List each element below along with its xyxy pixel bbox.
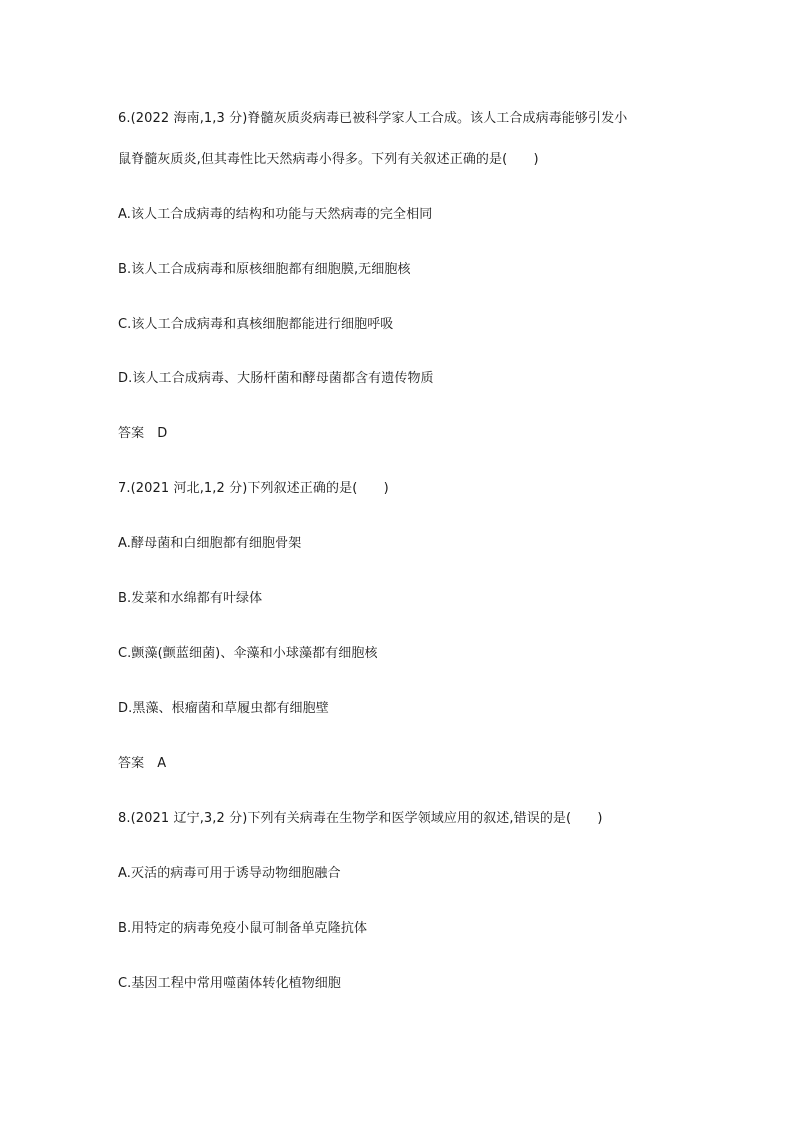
question-8-option-b: B.用特定的病毒免疫小鼠可制备单克隆抗体 bbox=[118, 921, 368, 936]
question-6-stem-line-1: 6.(2022 海南,1,3 分)脊髓灰质炎病毒已被科学家人工合成。该人工合成病毒能够引发小 bbox=[118, 111, 628, 126]
question-7-option-d: D.黑藻、根瘤菌和草履虫都有细胞壁 bbox=[118, 701, 329, 716]
question-6-option-b: B.该人工合成病毒和原核细胞都有细胞膜,无细胞核 bbox=[118, 262, 411, 277]
question-6-answer: 答案 D bbox=[118, 426, 168, 441]
question-6-option-d: D.该人工合成病毒、大肠杆菌和酵母菌都含有遗传物质 bbox=[118, 371, 434, 386]
question-7-option-a: A.酵母菌和白细胞都有细胞骨架 bbox=[118, 536, 302, 551]
question-7-option-c: C.颤藻(颤蓝细菌)、伞藻和小球藻都有细胞核 bbox=[118, 646, 378, 661]
question-7-option-b: B.发菜和水绵都有叶绿体 bbox=[118, 591, 263, 606]
question-6-option-a: A.该人工合成病毒的结构和功能与天然病毒的完全相同 bbox=[118, 207, 433, 222]
question-8-option-c: C.基因工程中常用噬菌体转化植物细胞 bbox=[118, 976, 342, 991]
question-8-option-a: A.灭活的病毒可用于诱导动物细胞融合 bbox=[118, 866, 341, 881]
question-7-answer: 答案 A bbox=[118, 756, 167, 771]
question-7-stem-line-1: 7.(2021 河北,1,2 分)下列叙述正确的是( ) bbox=[118, 481, 389, 496]
question-6-option-c: C.该人工合成病毒和真核细胞都能进行细胞呼吸 bbox=[118, 317, 394, 332]
question-8-stem-line-1: 8.(2021 辽宁,3,2 分)下列有关病毒在生物学和医学领域应用的叙述,错误的是( ) bbox=[118, 811, 603, 826]
question-6-stem-line-2: 鼠脊髓灰质炎,但其毒性比天然病毒小得多。下列有关叙述正确的是( ) bbox=[118, 152, 539, 167]
